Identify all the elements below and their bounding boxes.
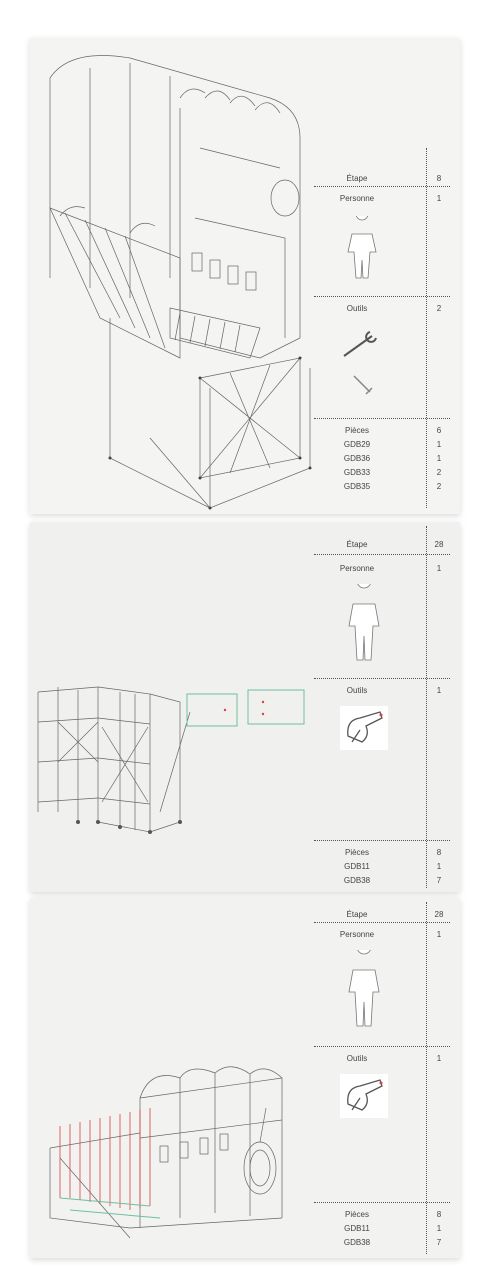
part-code: GDB29 xyxy=(343,440,371,449)
assembly-drawing-step-28b xyxy=(30,898,320,1258)
part-code: GDB11 xyxy=(344,1224,370,1233)
outils-label: Outils xyxy=(346,686,368,695)
etape-label: Étape xyxy=(346,540,368,549)
part-qty: 7 xyxy=(436,876,442,885)
personne-value: 1 xyxy=(436,194,442,203)
etape-value: 28 xyxy=(434,910,444,919)
pieces-value: 8 xyxy=(436,1210,442,1219)
outils-label: Outils xyxy=(346,304,368,313)
drill-icon xyxy=(340,1074,388,1118)
part-qty: 1 xyxy=(436,454,442,463)
step-info-table xyxy=(314,902,450,1254)
part-qty: 7 xyxy=(436,1238,442,1247)
part-code: GDB11 xyxy=(344,862,370,871)
assembly-drawing-step-8 xyxy=(30,38,330,514)
personne-value: 1 xyxy=(436,564,442,573)
person-silhouette-icon xyxy=(344,950,384,1030)
outils-value: 2 xyxy=(436,304,442,313)
instruction-page-2 xyxy=(30,522,460,892)
step-info-table xyxy=(314,148,450,508)
personne-value: 1 xyxy=(436,930,442,939)
outils-value: 1 xyxy=(436,686,442,695)
part-code: GDB38 xyxy=(343,876,371,885)
instruction-page-3 xyxy=(30,898,460,1258)
pieces-value: 8 xyxy=(436,848,442,857)
pieces-value: 6 xyxy=(436,426,442,435)
person-silhouette-icon xyxy=(344,584,384,664)
outils-value: 1 xyxy=(436,1054,442,1063)
person-silhouette-icon xyxy=(344,216,380,282)
assembly-drawing-step-28 xyxy=(30,522,320,892)
part-code: GDB35 xyxy=(343,482,371,491)
pieces-label: Pièces xyxy=(344,426,369,435)
etape-value: 28 xyxy=(434,540,444,549)
personne-label: Personne xyxy=(339,564,375,573)
part-qty: 1 xyxy=(436,862,442,871)
step-info-table xyxy=(314,526,450,888)
part-qty: 2 xyxy=(436,468,442,477)
instruction-page-1 xyxy=(30,38,460,514)
part-code: GDB36 xyxy=(343,454,371,463)
outils-label: Outils xyxy=(346,1054,368,1063)
drill-icon xyxy=(340,706,388,750)
personne-label: Personne xyxy=(339,194,375,203)
wrench-icon xyxy=(336,326,386,366)
part-qty: 2 xyxy=(436,482,442,491)
pieces-label: Pièces xyxy=(344,848,369,857)
etape-value: 8 xyxy=(436,174,442,183)
part-code: GDB38 xyxy=(343,1238,371,1247)
etape-label: Étape xyxy=(346,910,368,919)
pieces-label: Pièces xyxy=(344,1210,369,1219)
part-code: GDB33 xyxy=(343,468,371,477)
personne-label: Personne xyxy=(339,930,375,939)
part-qty: 1 xyxy=(436,1224,442,1233)
part-qty: 1 xyxy=(436,440,442,449)
etape-label: Étape xyxy=(346,174,368,183)
screwdriver-bit-icon xyxy=(348,370,378,400)
